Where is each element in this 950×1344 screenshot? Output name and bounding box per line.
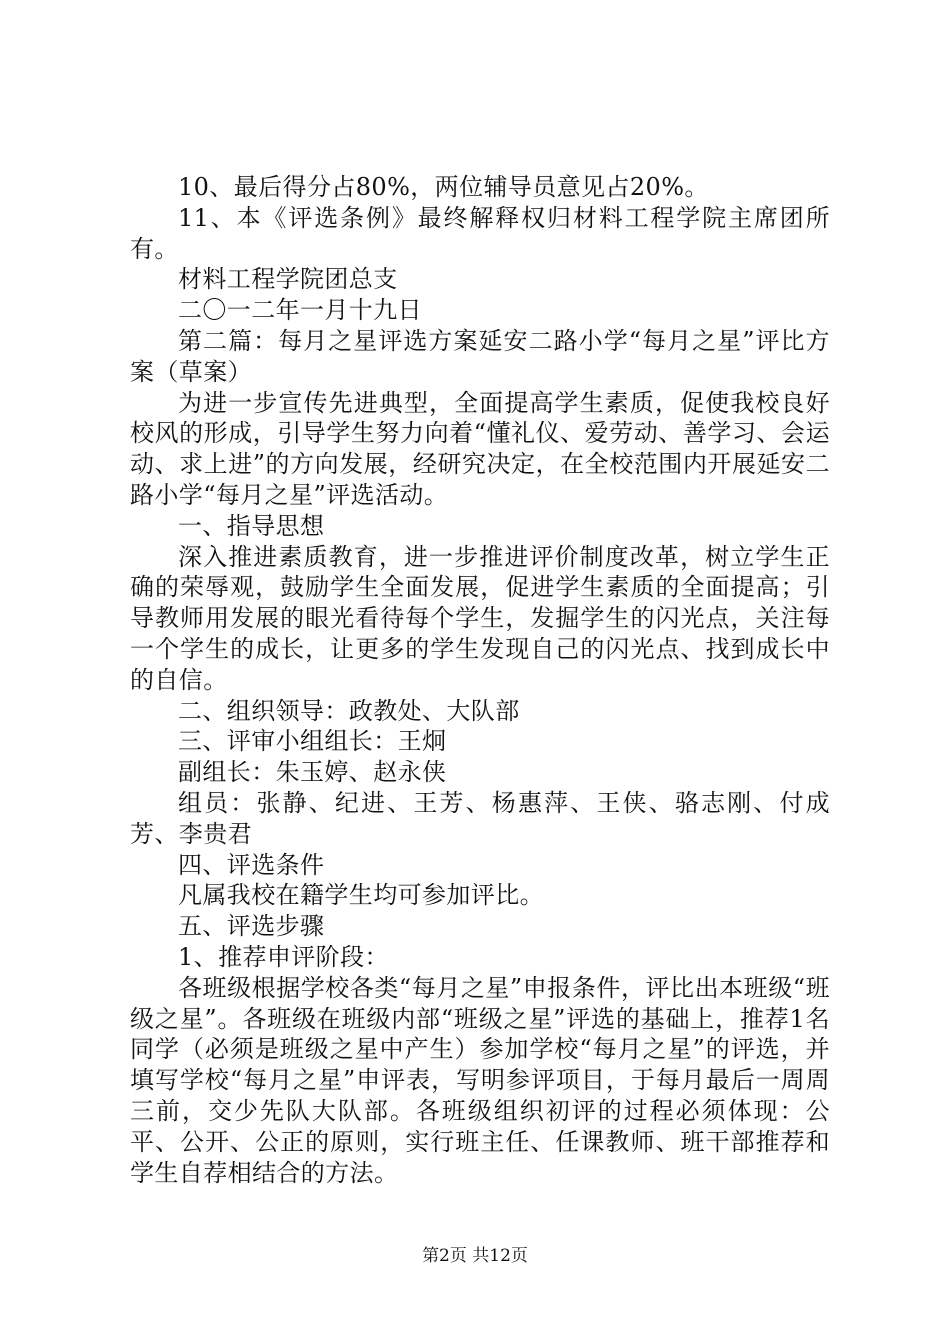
paragraph-members: 组员：张静、纪进、王芳、杨惠萍、王侠、骆志刚、付成芳、李贵君 bbox=[130, 788, 830, 848]
paragraph-issuer: 材料工程学院团总支 bbox=[178, 265, 398, 294]
heading-step-one: 1、推荐申评阶段： bbox=[178, 942, 389, 971]
heading-organization: 二、组织领导：政教处、大队部 bbox=[178, 696, 520, 725]
document-body bbox=[130, 172, 830, 1188]
page-number-footer: 第2页 共12页 bbox=[422, 1246, 528, 1266]
paragraph-review-leader: 三、评审小组组长：王炯 bbox=[178, 727, 447, 756]
paragraph-guiding-ideology: 深入推进素质教育，进一步推进评价制度改革，树立学生正确的荣辱观，鼓励学生全面发展，促进学生素质的全面提高；引导教师用发展的眼光看待每个学生，发掘学生的闪光点，关注每一个学生的成长，让更多的学生发现自己的闪光点、找到成长中的自信。 bbox=[130, 542, 830, 694]
paragraph-criteria: 凡属我校在籍学生均可参加评比。 bbox=[178, 881, 544, 910]
paragraph-introduction: 为进一步宣传先进典型，全面提高学生素质，促使我校良好校风的形成，引导学生努力向着“懂礼仪、爱劳动、善学习、会运动、求上进”的方向发展，经研究决定，在全校范围内开展延安二路小学“每月之星”评选活动。 bbox=[130, 388, 830, 509]
section-title-part-two: 第二篇：每月之星评选方案延安二路小学“每月之星”评比方案（草案） bbox=[130, 326, 830, 386]
paragraph-score-ratio: 10、最后得分占80%，两位辅导员意见占20%。 bbox=[178, 173, 709, 201]
heading-criteria: 四、评选条件 bbox=[178, 850, 325, 879]
paragraph-deputy-leaders: 副组长：朱玉婷、赵永侠 bbox=[178, 758, 447, 787]
heading-guiding-ideology: 一、指导思想 bbox=[178, 511, 325, 540]
paragraph-interpretation-right: 11、本《评选条例》最终解释权归材料工程学院主席团所有。 bbox=[130, 203, 830, 263]
heading-steps: 五、评选步骤 bbox=[178, 912, 325, 941]
paragraph-date: 二〇一二年一月十九日 bbox=[178, 296, 422, 325]
paragraph-step-one: 各班级根据学校各类“每月之星”申报条件，评比出本班级“班级之星”。各班级在班级内部“班级之星”评选的基础上，推荐1名同学（必须是班级之星中产生）参加学校“每月之星”的评选，并填写学校“每月之星”申评表，写明参评项目，于每月最后一周周三前，交少先队大队部。各班级组织初评的过程必须体现：公平、公开、公正的原则，实行班主任、任课教师、班干部推荐和学生自荐相结合的方法。 bbox=[130, 973, 830, 1187]
